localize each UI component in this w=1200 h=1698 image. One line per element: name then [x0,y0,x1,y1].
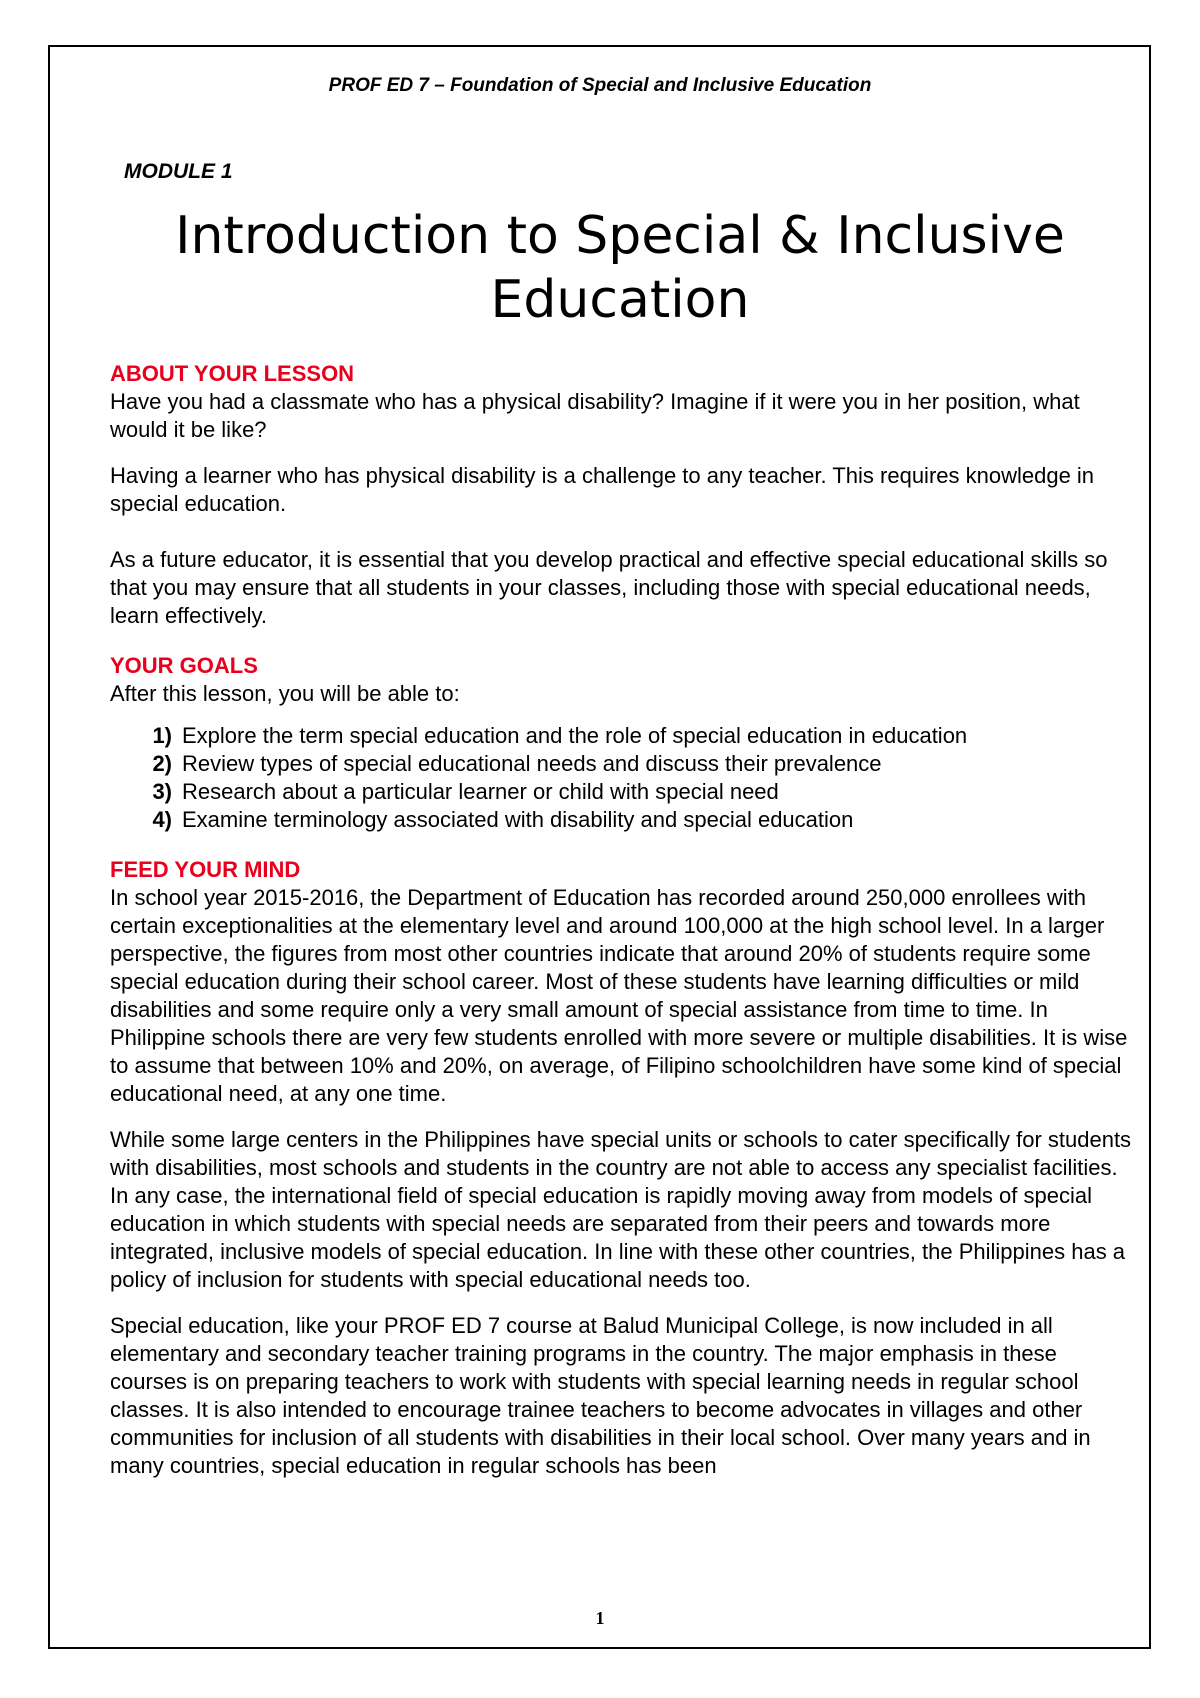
list-text: Research about a particular learner or child with special need [182,779,779,804]
goals-heading: YOUR GOALS [110,653,258,678]
feed-heading: FEED YOUR MIND [110,857,301,882]
list-text: Examine terminology associated with disability and special education [182,807,854,832]
about-paragraph-1: Have you had a classmate who has a physical disability? Imagine if it were you in her position, what would it be like? [110,389,1080,442]
list-item [110,722,1140,750]
about-paragraph-3: As a future educator, it is essential that you develop practical and effective special educational skills so that you may ensure that all students in your classes, including those with special educational needs, learn effectively. [110,547,1108,628]
feed-paragraph-3: Special education, like your PROF ED 7 course at Balud Municipal College, is now included in all elementary and secondary teacher training programs in the country. The major emphasis in these courses is on preparing teachers to work with students with special learning needs in regular school classes. It is also intended to encourage trainee teachers to become advocates in villages and other communities for inclusion of all students with disabilities in their local school. Over many years and in many countries, special education in regular schools has been [110,1313,1091,1478]
list-text: Explore the term special education and the role of special education in education [182,723,968,748]
feed-paragraph-2: While some large centers in the Philippines have special units or schools to cater specifically for students with disabilities, most schools and students in the country are not able to access any specialist facilities. In any case, the international field of special education is rapidly moving away from models of special education in which students with special needs are separated from their peers and towards more integrated, inclusive models of special education. In line with these other countries, the Philippines has a policy of inclusion for students with special educational needs too. [110,1127,1132,1292]
goals-intro: After this lesson, you will be able to: [110,681,460,706]
about-paragraph-2: Having a learner who has physical disability is a challenge to any teacher. This requires knowledge in special education. [110,463,1095,516]
feed-paragraph-1: In school year 2015-2016, the Department of Education has recorded around 250,000 enrollees with certain exceptionalities at the elementary level and around 100,000 at the high school level. In a larger perspective, the figures from most other countries indicate that around 20% of students require some special education during their school career. Most of these students have learning difficulties or mild disabilities and some require only a very small amount of special assistance from time to time. In Philippine schools there are very few students enrolled with more severe or multiple disabilities. It is wise to assume that between 10% and 20%, on average, of Filipino schoolchildren have some kind of special educational need, at any one time. [110,885,1128,1106]
main-content [110,360,1140,1480]
list-number: 1) [152,723,172,748]
list-text: Review types of special educational needs and discuss their prevalence [182,751,882,776]
list-item [110,778,1140,806]
goals-list [110,722,1140,834]
module-label: MODULE 1 [124,160,233,183]
list-number: 4) [152,807,172,832]
running-header: PROF ED 7 – Foundation of Special and Inclusive Education [328,75,872,96]
list-item [110,750,1140,778]
about-heading: ABOUT YOUR LESSON [110,361,355,386]
list-number: 2) [152,751,172,776]
page-number: 1 [595,1608,605,1628]
list-number: 3) [152,779,172,804]
page-title: Introduction to Special & Inclusive Education [175,206,1065,330]
list-item [110,806,1140,834]
